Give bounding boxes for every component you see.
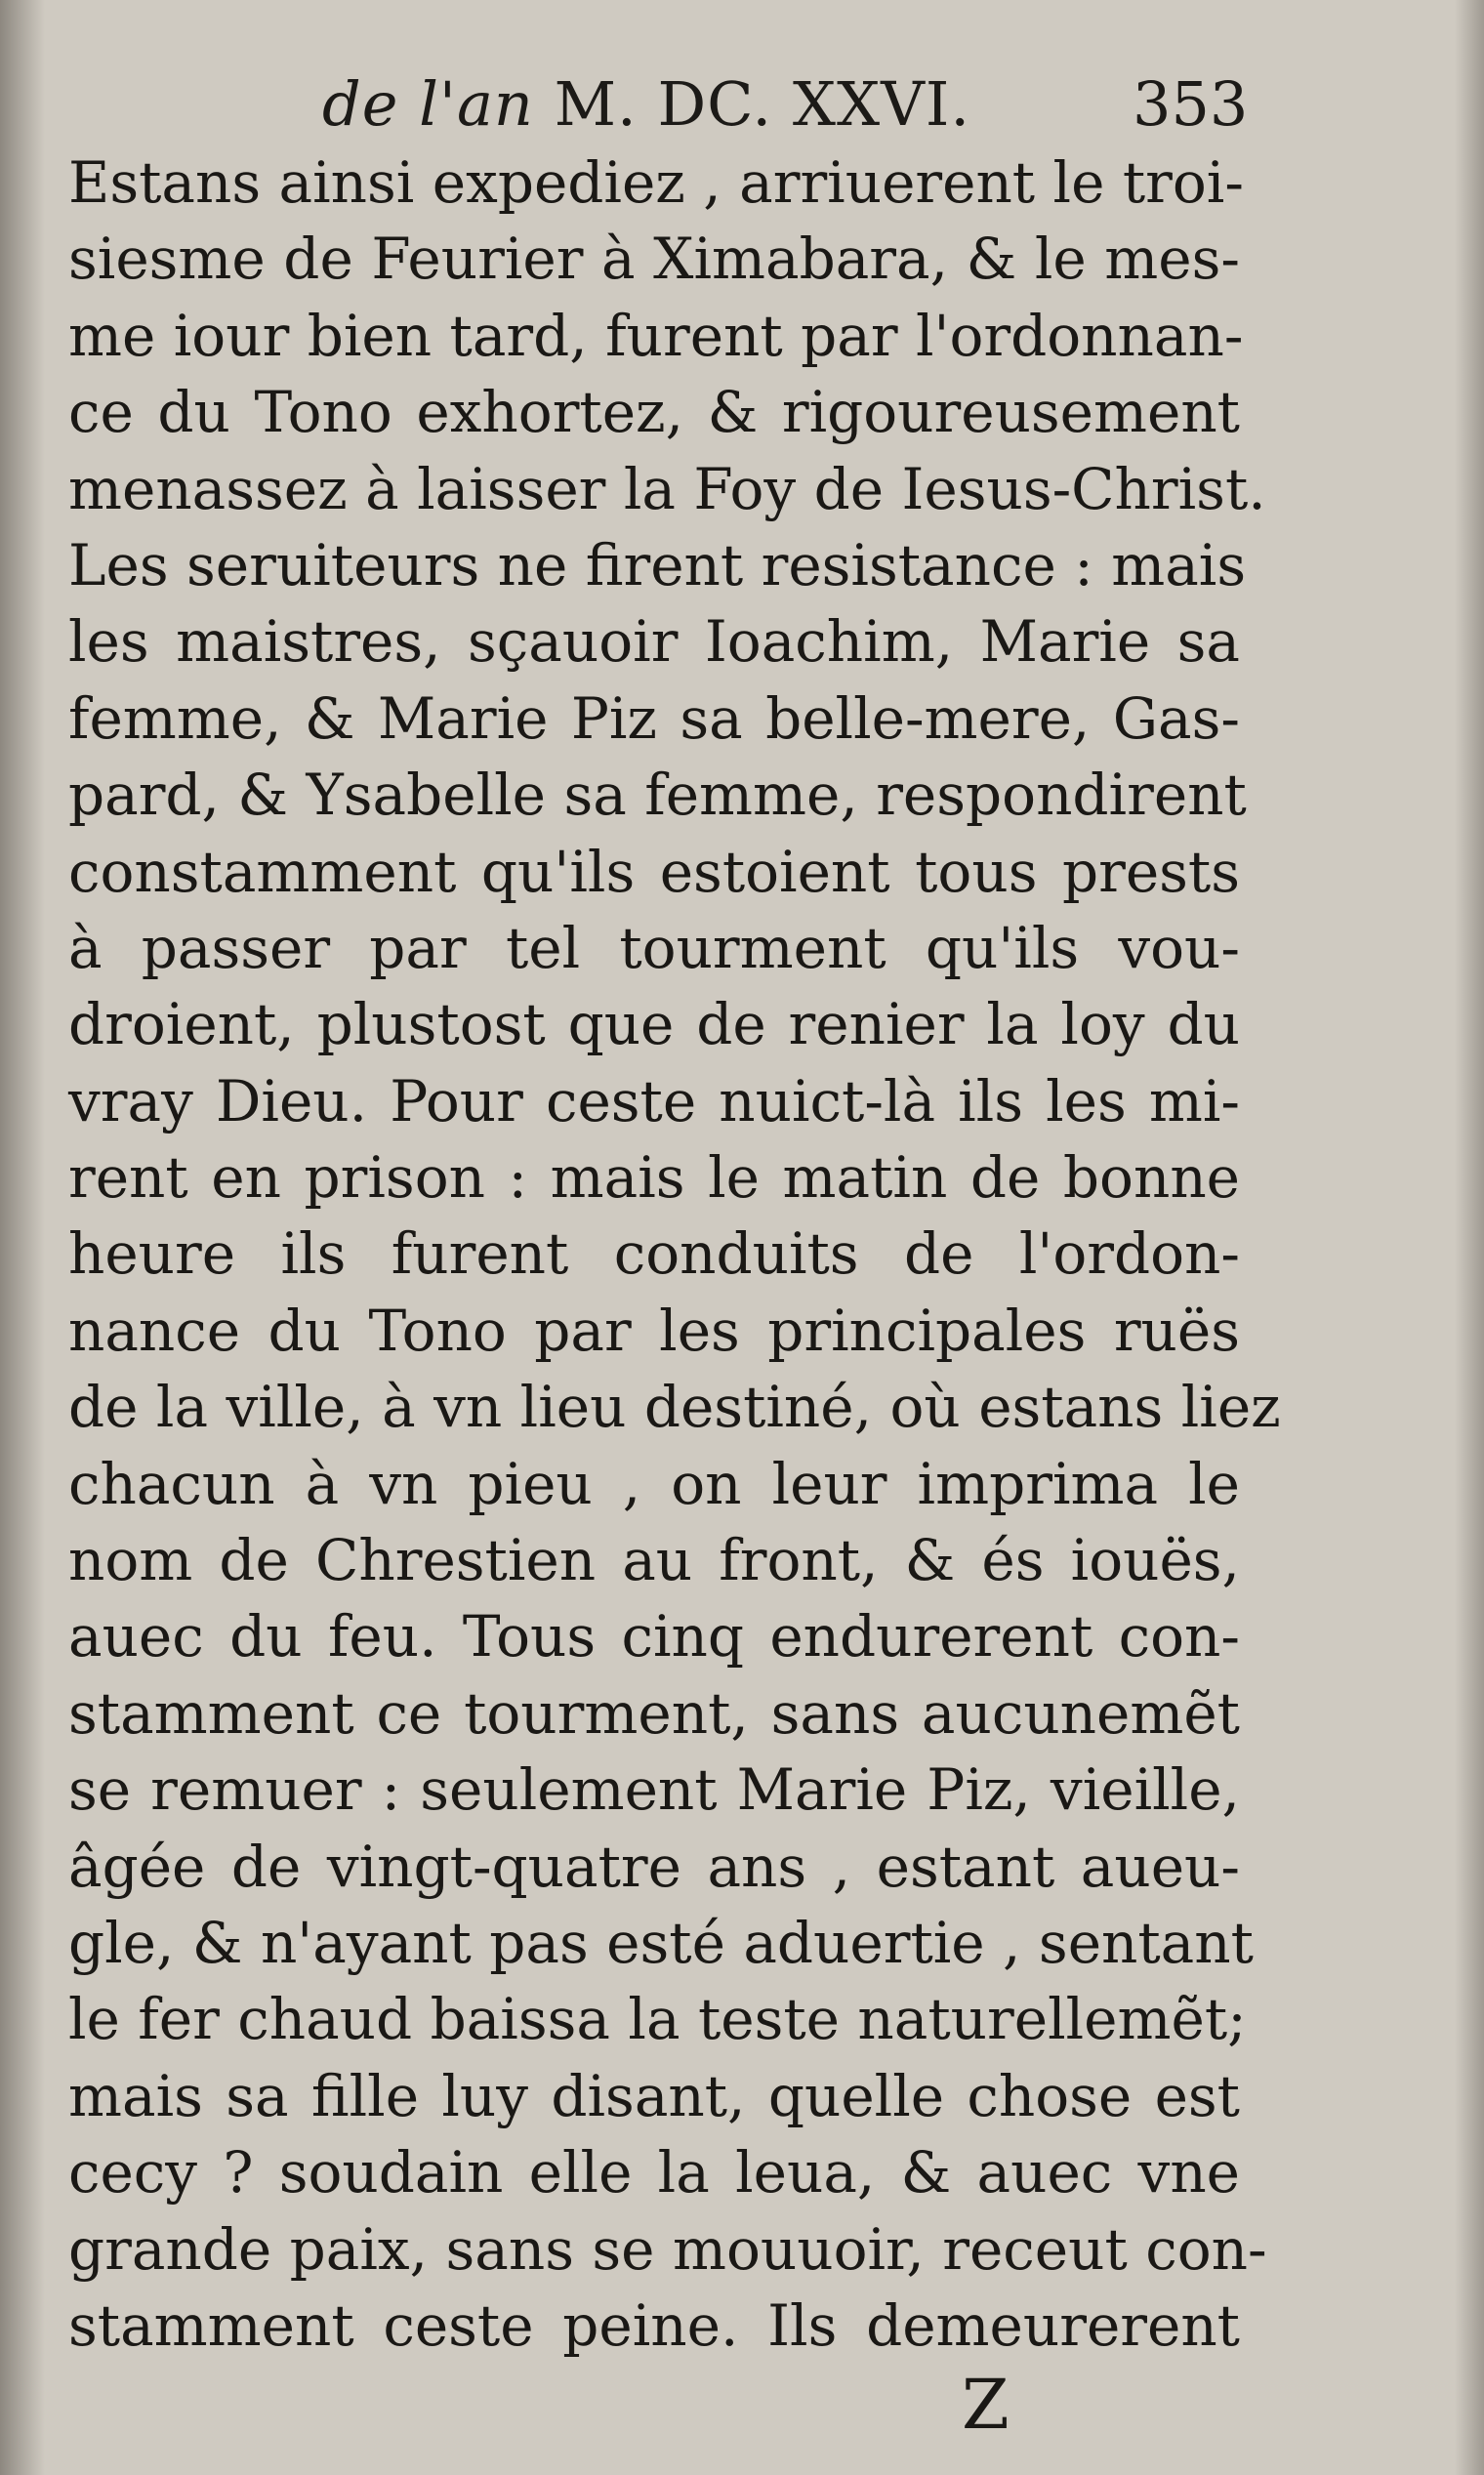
text-line: heure ils furent conduits de l'ordon- (68, 1220, 1240, 1288)
text-line: femme, & Marie Piz sa belle-mere, Gas- (68, 684, 1240, 752)
text-line: me iour bien tard, furent par l'ordonnan- (68, 302, 1244, 369)
page-edge-shadow (1455, 0, 1484, 2475)
text-line: ce du Tono exhortez, & rigoureusement (68, 379, 1240, 446)
text-line: auec du feu. Tous cinq endurerent con- (68, 1603, 1240, 1671)
text-line: de la ville, à vn lieu destiné, où estans liez (68, 1374, 1281, 1441)
text-line: chacun à vn pieu , on leur imprima le (68, 1450, 1240, 1517)
text-line: pard, & Ysabelle sa femme, respondirent (68, 762, 1247, 829)
text-line: stamment ceste peine. Ils demeurerent (68, 2291, 1240, 2359)
text-line: constamment qu'ils estoient tous prests (68, 838, 1240, 905)
page-number: 353 (1133, 68, 1249, 140)
page-header (68, 61, 1249, 148)
text-line: grande paix, sans se mouuoir, receut con- (68, 2215, 1267, 2283)
text-line: nance du Tono par les principales ruës (68, 1297, 1240, 1364)
body-text (68, 144, 1281, 2364)
text-line: menassez à laisser la Foy de Iesus-Christ. (68, 455, 1266, 522)
text-line: âgée de vingt-quatre ans , estant aueu- (68, 1833, 1240, 1900)
running-head-year: M. DC. XXVI. (554, 68, 971, 140)
running-head-italic: de l'an (322, 68, 534, 140)
signature-mark: Z (962, 2365, 1010, 2445)
text-line: vray Dieu. Pour ceste nuict-là ils les mi- (68, 1067, 1240, 1134)
running-head (322, 61, 970, 148)
spine-shadow (0, 0, 45, 2475)
text-line: Estans ainsi expediez , arriuerent le troi- (68, 149, 1244, 216)
text-line: stamment ce tourment, sans aucunemẽt (68, 1679, 1240, 1747)
text-line: mais sa fille luy disant, quelle chose est (68, 2062, 1240, 2129)
text-line: Les seruiteurs ne firent resistance : mais (68, 531, 1247, 598)
text-line: siesme de Feurier à Ximabara, & le mes- (68, 226, 1240, 293)
text-line: rent en prison : mais le matin de bonne (68, 1144, 1240, 1212)
text-line: gle, & n'ayant pas esté aduertie , sentant (68, 1909, 1254, 1976)
text-line: droient, plustost que de renier la loy du (68, 991, 1240, 1058)
text-line: le fer chaud baissa la teste naturellemẽt; (68, 1986, 1247, 2053)
text-line: se remuer : seulement Marie Piz, vieille, (68, 1756, 1240, 1824)
text-line: les maistres, sçauoir Ioachim, Marie sa (68, 608, 1240, 676)
text-line: nom de Chrestien au front, & és iouës, (68, 1527, 1240, 1594)
text-line: cecy ? soudain elle la leua, & auec vne (68, 2139, 1240, 2207)
text-line: à passer par tel tourment qu'ils vou- (68, 914, 1240, 981)
